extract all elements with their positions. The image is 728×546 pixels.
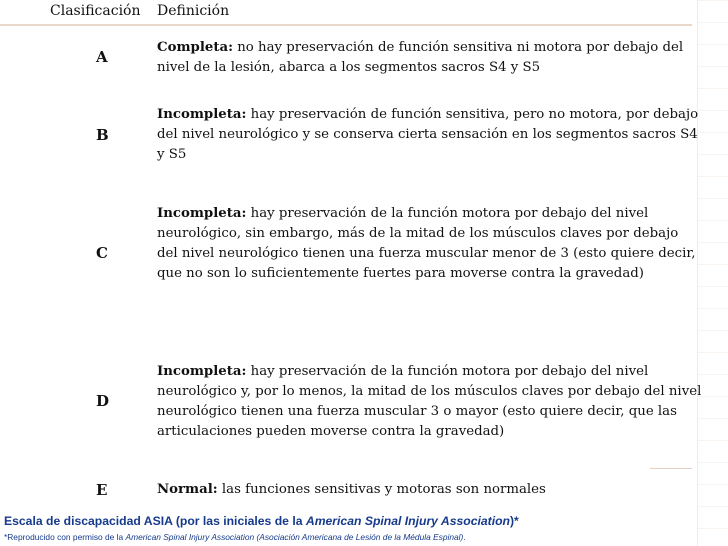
footer-note-suffix: . (463, 532, 466, 542)
grade-letter-e: E (96, 481, 108, 499)
footer-title-suffix: )* (509, 514, 519, 528)
grade-definition-a (157, 38, 702, 78)
footer-title-prefix: Escala de discapacidad ASIA (por las iniciales de la (4, 514, 306, 528)
footer-note-italic: American Spinal Injury Association (Asociación Americana de Lesión de la Médula Espinal) (125, 532, 464, 542)
grade-definition-d (157, 362, 702, 442)
decorative-line (650, 468, 692, 469)
grade-label-e: Normal: (157, 482, 218, 497)
grade-letter-d: D (96, 392, 110, 410)
grade-text-a: no hay preservación de función sensitiva ni motora por debajo del nivel de la lesión, abarca a los segmentos sacros S4 y S5 (157, 40, 684, 75)
footer-note-prefix: *Reproducido con permiso de la (4, 532, 126, 542)
grade-letter-c: C (96, 244, 108, 262)
column-header-definition: Definición (157, 3, 230, 19)
grade-text-d: hay preservación de la función motora por debajo del nivel neurológico y, por lo menos, la mitad de los músculos claves por debajo del nivel neurológico tienen una fuerza muscular 3 o mayor (esto quiere decir, que las articulaciones pueden moverse contra la gravedad) (157, 364, 702, 439)
grade-label-b: Incompleta: (157, 107, 247, 122)
grade-letter-a: A (96, 48, 108, 66)
footer-title (4, 514, 519, 528)
grade-label-c: Incompleta: (157, 206, 247, 221)
grade-label-d: Incompleta: (157, 364, 247, 379)
grade-label-a: Completa: (157, 40, 233, 55)
grade-text-e: las funciones sensitivas y motoras son normales (217, 482, 546, 497)
column-header-classification: Clasificación (50, 3, 141, 19)
header-divider (0, 24, 692, 26)
grade-text-c: hay preservación de la función motora por debajo del nivel neurológico, sin embargo, más de la mitad de los músculos claves por debajo del nivel neurológico tienen una fuerza muscular menor de 3 (esto quiere decir, que no son lo suficientemente fuertes para moverse contra la gravedad) (157, 206, 696, 281)
grade-definition-e (157, 480, 702, 500)
grade-definition-b (157, 105, 702, 165)
grade-definition-c (157, 204, 702, 284)
footer-note (4, 532, 466, 542)
grade-text-b: hay preservación de función sensitiva, pero no motora, por debajo del nivel neurológico y se conserva cierta sensación en los segmentos sacros S4 y S5 (157, 107, 699, 162)
grade-letter-b: B (96, 126, 109, 144)
footer-title-italic: American Spinal Injury Association (305, 514, 510, 528)
